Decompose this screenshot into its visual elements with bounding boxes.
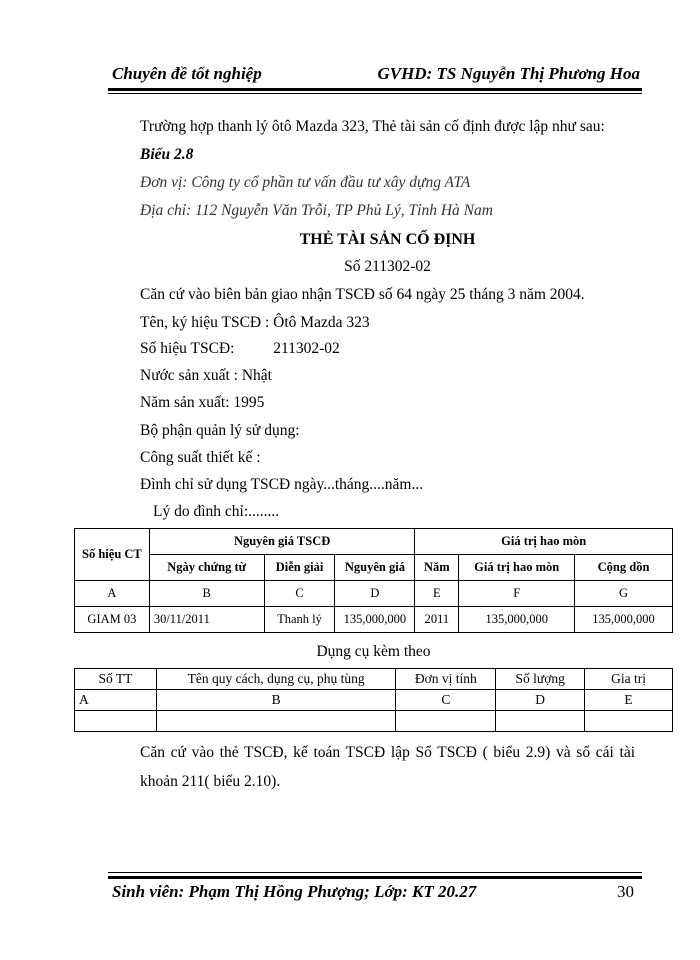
th-cong-don: Cộng dồn (575, 555, 673, 581)
tools-table (74, 668, 673, 732)
field-bo-phan: Bộ phận quản lý sử dụng: (140, 422, 300, 439)
field-nuoc-sx: Nước sản xuất : Nhật (140, 367, 272, 384)
field-nam-sx: Năm sản xuất: 1995 (140, 394, 265, 411)
table-cell: G (575, 581, 673, 607)
field-dinh-chi: Đình chỉ sử dụng TSCĐ ngày...tháng....năm... (140, 476, 424, 493)
field-can-cu: Căn cứ vào biên bản giao nhận TSCĐ số 64 ngày 25 tháng 3 năm 2004. (140, 286, 585, 303)
table-cell: C (264, 581, 335, 607)
table-cell: 135,000,000 (459, 607, 575, 633)
table-cell: 2011 (415, 607, 459, 633)
th-hao-mon: Giá trị hao mòn (415, 529, 673, 555)
table-cell: 135,000,000 (575, 607, 673, 633)
footer-rule-thick (108, 876, 642, 879)
table-row (75, 711, 673, 732)
table-cell: 30/11/2011 (149, 607, 264, 633)
card-number: Số 211302-02 (344, 258, 431, 275)
th-gia-tri-hao-mon: Giá trị hao mòn (459, 555, 575, 581)
table-cell: A (75, 690, 157, 711)
closing-paragraph: Căn cứ vào thẻ TSCĐ, kế toán TSCĐ lập Sổ TSCĐ ( biểu 2.9) và sổ cái tài khoản 211( biểu 2.10). (140, 744, 635, 790)
table-row (75, 607, 673, 633)
field-cong-suat: Công suất thiết kế : (140, 449, 261, 466)
th-don-vi-tinh: Đơn vị tính (396, 669, 496, 690)
table-cell: E (585, 690, 673, 711)
table-cell: C (396, 690, 496, 711)
don-vi: Đơn vị: Công ty cổ phần tư vấn đầu tư xây dựng ATA (140, 174, 471, 191)
footer-text: Sinh viên: Phạm Thị Hồng Phượng; Lớp: KT 20.27 (112, 882, 477, 901)
intro-text: Trường hợp thanh lý ôtô Mazda 323, Thẻ tài sản cố định được lập như sau: (140, 118, 605, 135)
table-cell (75, 711, 157, 732)
header-left: Chuyên đề tốt nghiệp (112, 64, 262, 83)
table-cell: F (459, 581, 575, 607)
th-ngay-chung-tu: Ngày chứng từ (149, 555, 264, 581)
th-dien-giai: Diễn giải (264, 555, 335, 581)
field-ten: Tên, ký hiệu TSCĐ : Ôtô Mazda 323 (140, 314, 370, 331)
table-cell: E (415, 581, 459, 607)
table-cell: D (335, 581, 415, 607)
dia-chi: Địa chỉ: 112 Nguyễn Văn Trỗi, TP Phủ Lý, Tỉnh Hà Nam (140, 202, 493, 219)
page-number: 30 (617, 882, 634, 901)
th-nguyen-gia-sub: Nguyên giá (335, 555, 415, 581)
field-ly-do: Lý do đình chỉ:........ (153, 503, 280, 520)
table-cell: GIAM 03 (75, 607, 150, 633)
table-cell: D (496, 690, 585, 711)
table-cell (396, 711, 496, 732)
th-so-tt: Số TT (75, 669, 157, 690)
header-rule-thin (108, 93, 642, 94)
asset-table (74, 528, 673, 633)
th-ten-quy-cach: Tên quy cách, dụng cụ, phụ tùng (156, 669, 396, 690)
table-cell (585, 711, 673, 732)
letter-row (75, 581, 673, 607)
dung-cu-title: Dụng cụ kèm theo (316, 643, 431, 660)
table-cell: Thanh lý (264, 607, 335, 633)
th-nguyen-gia: Nguyên giá TSCĐ (149, 529, 415, 555)
table-cell (496, 711, 585, 732)
card-title: THẺ TÀI SẢN CỐ ĐỊNH (299, 231, 476, 248)
th-gia-tri: Gia trị (585, 669, 673, 690)
footer-rule-thin (108, 872, 642, 873)
table-cell: B (156, 690, 396, 711)
th-so-hieu: Số hiệu CT (75, 529, 150, 581)
th-nam: Năm (415, 555, 459, 581)
letter-row (75, 690, 673, 711)
field-so-hieu: Số hiệu TSCĐ: 211302-02 (140, 340, 340, 357)
th-so-luong: Số lượng (496, 669, 585, 690)
table-cell (156, 711, 396, 732)
header-rule-thick (108, 88, 642, 91)
table-cell: 135,000,000 (335, 607, 415, 633)
table-cell: A (75, 581, 150, 607)
table-cell: B (149, 581, 264, 607)
header-right: GVHD: TS Nguyễn Thị Phương Hoa (377, 64, 640, 83)
bieu-label: Biểu 2.8 (140, 146, 194, 163)
